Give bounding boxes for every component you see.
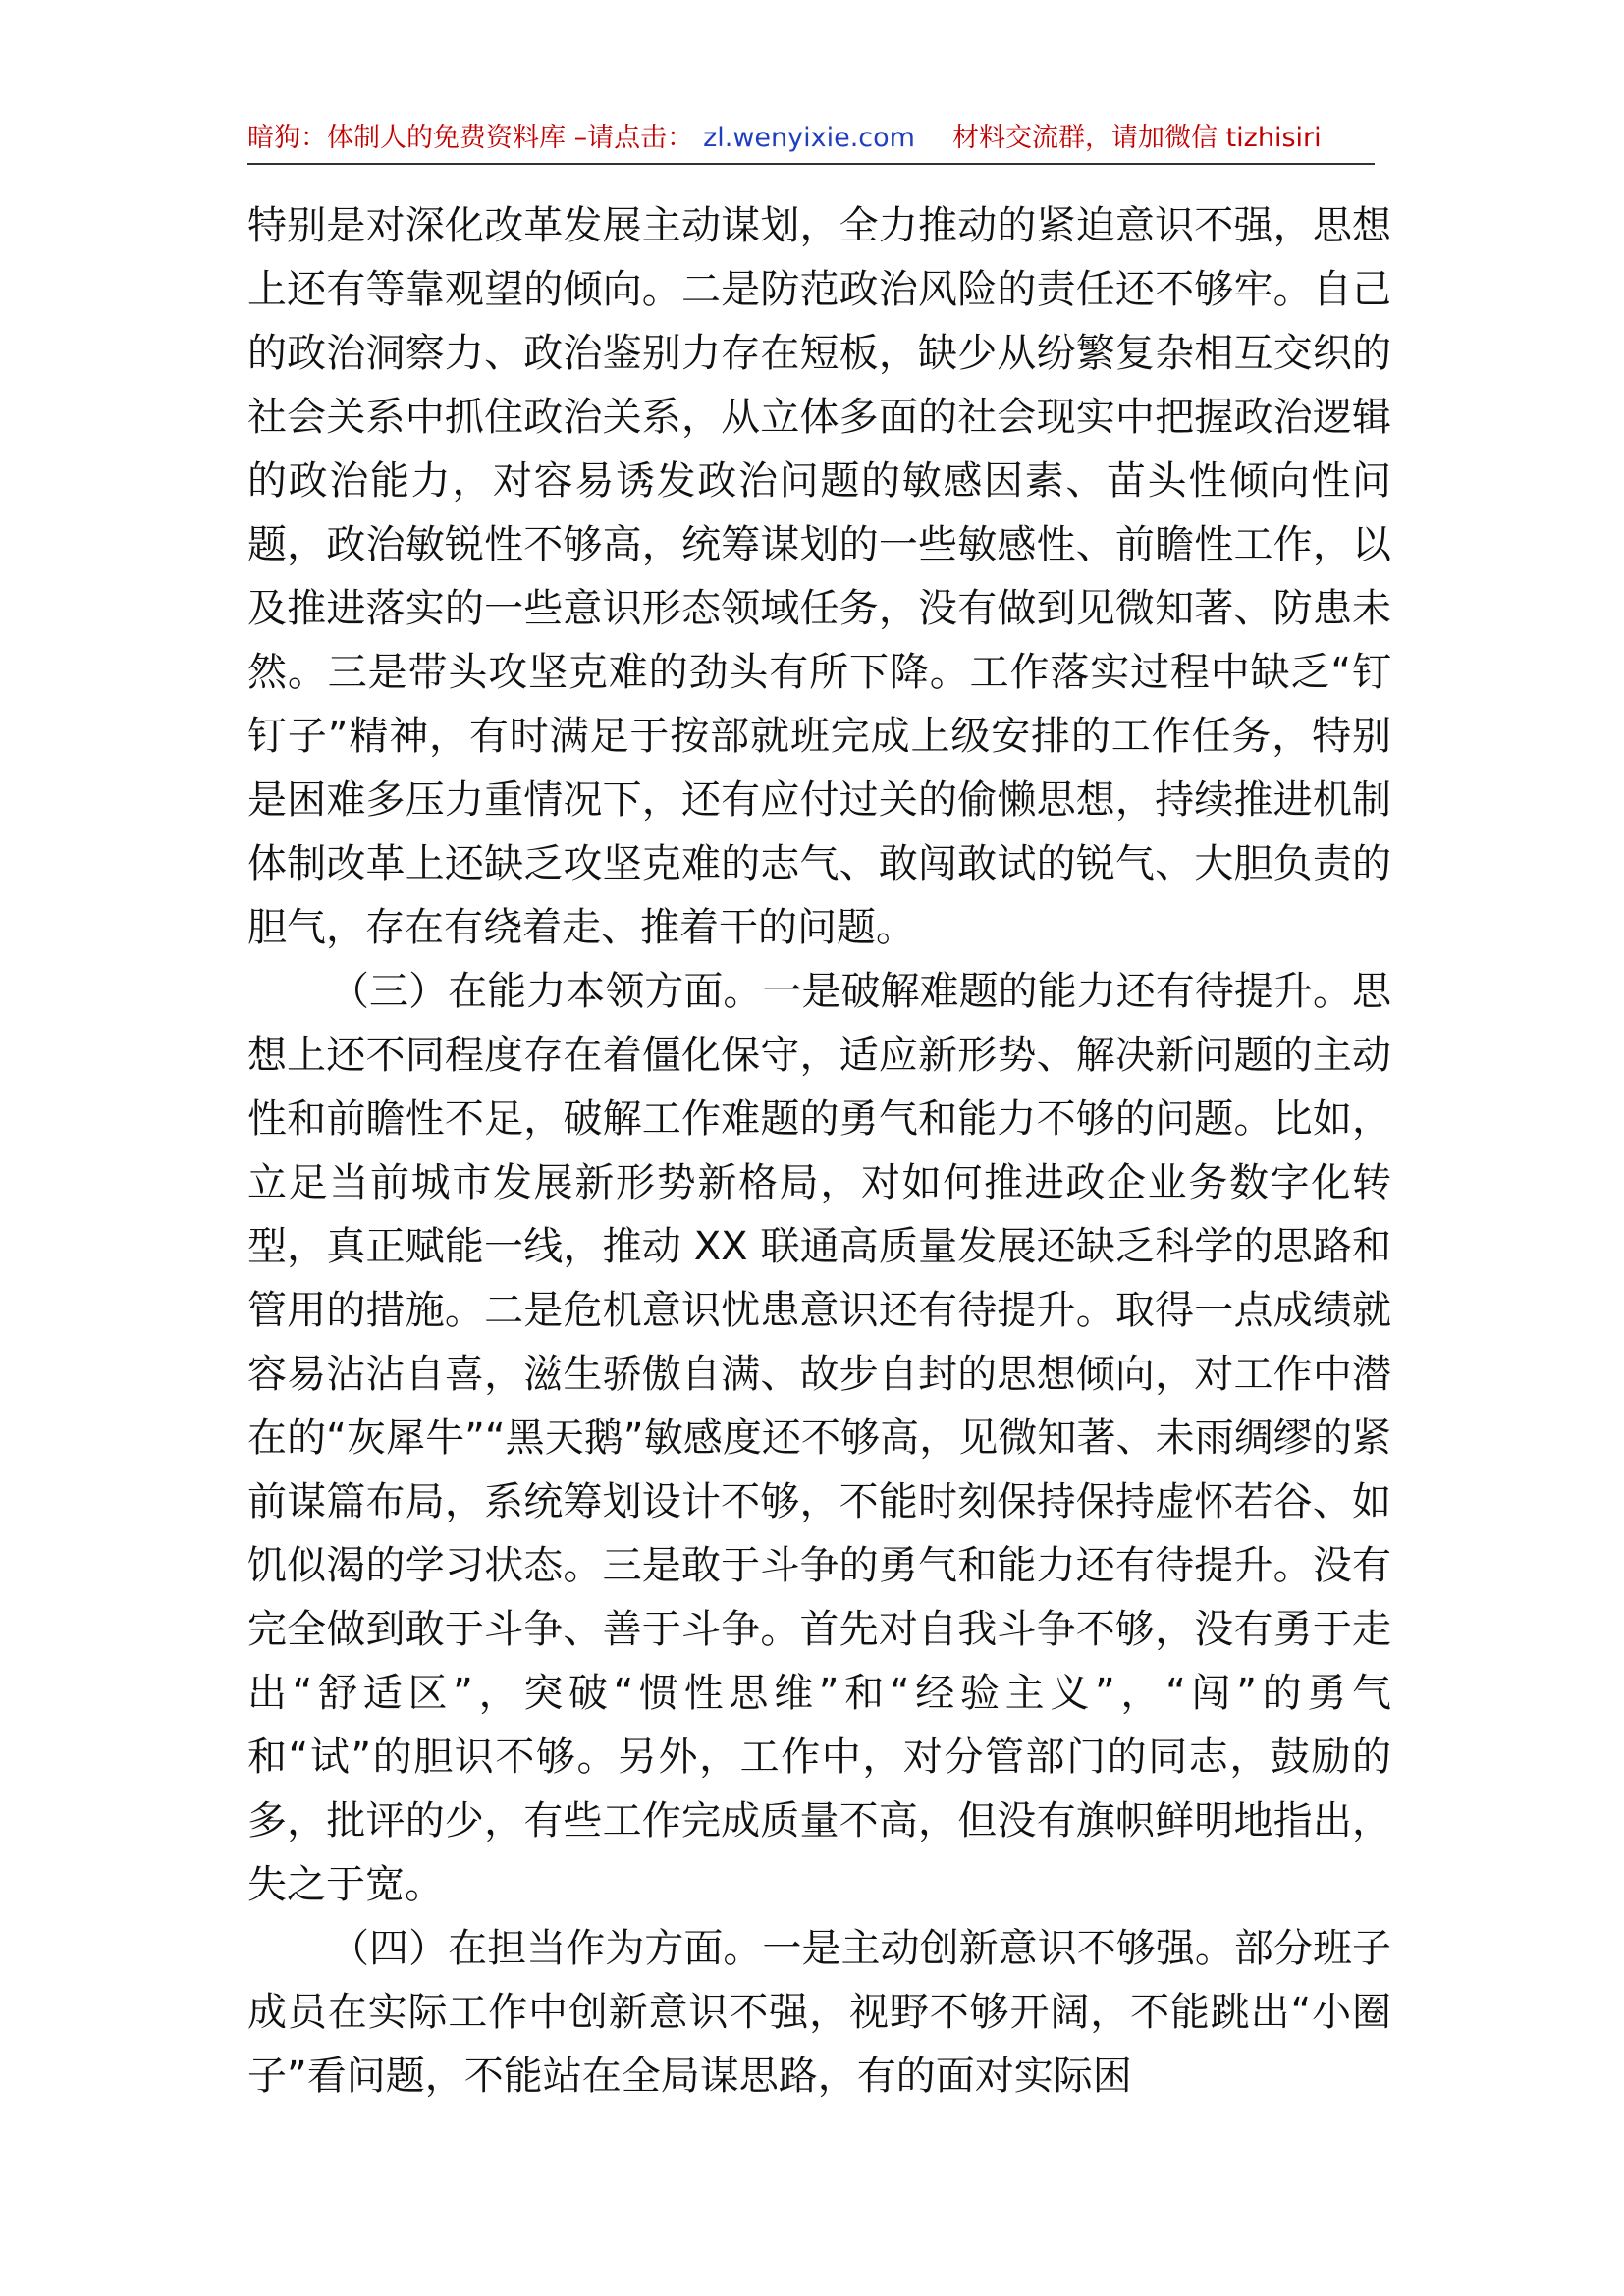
header-site-title: 暗狗：体制人的免费资料库 –请点击：	[247, 123, 694, 153]
page-header	[247, 114, 1375, 165]
header-wechat-note: 材料交流群，请加微信 tizhisiri	[951, 123, 1322, 153]
paragraph-continued: 特别是对深化改革发展主动谋划，全力推动的紧迫意识不强，思想上还有等靠观望的倾向。二是防范政治风险的责任还不够牢。自己的政治洞察力、政治鉴别力存在短板，缺少从纷繁复杂相互交织的社会关系中抓住政治关系，从立体多面的社会现实中把握政治逻辑的政治能力，对容易诱发政治问题的敏感因素、苗头性倾向性问题，政治敏锐性不够高，统筹谋划的一些敏感性、前瞻性工作，以及推进落实的一些意识形态领域任务，没有做到见微知著、防患未然。三是带头攻坚克难的劲头有所下降。工作落实过程中缺乏“钉钉子”精神，有时满足于按部就班完成上级安排的工作任务，特别是困难多压力重情况下，还有应付过关的偷懒思想，持续推进机制体制改革上还缺乏攻坚克难的志气、敢闯敢试的锐气、大胆负责的胆气，存在有绕着走、推着干的问题。	[247, 203, 1391, 950]
document-body	[247, 194, 1391, 2109]
paragraph-ability: （三）在能力本领方面。一是破解难题的能力还有待提升。思想上还不同程度存在着僵化保守，适应新形势、解决新问题的主动性和前瞻性不足，破解工作难题的勇气和能力不够的问题。比如，立足当前城市发展新形势新格局，对如何推进政企业务数字化转型，真正赋能一线，推动 XX 联通高质量发展还缺乏科学的思路和管用的措施。二是危机意识忧患意识还有待提升。取得一点成绩就容易沾沾自喜，滋生骄傲自满、故步自封的思想倾向，对工作中潜在的“灰犀牛”“黑天鹅”敏感度还不够高，见微知著、未雨绸缪的紧前谋篇布局，系统筹划设计不够，不能时刻保持保持虚怀若谷、如饥似渴的学习状态。三是敢于斗争的勇气和能力还有待提升。没有完全做到敢于斗争、善于斗争。首先对自我斗争不够，没有勇于走出“舒适区”，突破“惯性思维”和“经验主义”，“闯”的勇气和“试”的胆识不够。另外，工作中，对分管部门的同志，鼓励的多，批评的少，有些工作完成质量不高，但没有旗帜鲜明地指出，失之于宽。	[247, 969, 1391, 1907]
header-link[interactable]: zl.wenyixie.com	[703, 123, 915, 153]
paragraph-responsibility: （四）在担当作为方面。一是主动创新意识不够强。部分班子成员在实际工作中创新意识不强，视野不够开阔，不能跳出“小圈子”看问题，不能站在全局谋思路，有的面对实际困	[247, 1926, 1391, 2099]
